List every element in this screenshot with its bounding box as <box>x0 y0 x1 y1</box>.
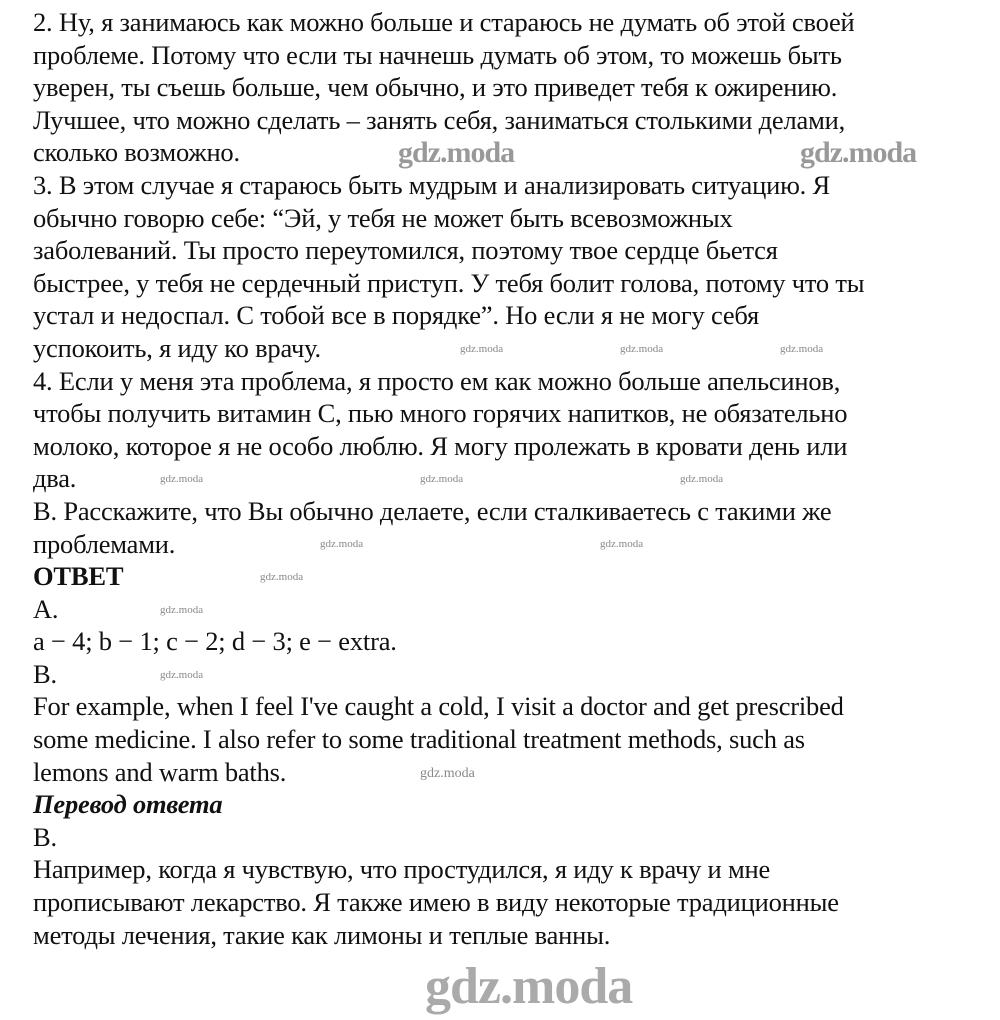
text-line: уверен, ты съешь больше, чем обычно, и это приведет тебя к ожирению. <box>33 72 838 103</box>
text-line: 2. Ну, я занимаюсь как можно больше и стараюсь не думать об этой своей <box>33 7 855 37</box>
text-line: Например, когда я чувствую, что простудился, я иду к врачу и мне <box>33 854 771 885</box>
watermark: gdz.moda <box>398 136 515 169</box>
text-line: Лучшее, что можно сделать – занять себя, заниматься столькими делами, <box>33 104 846 135</box>
text-line: A. <box>33 593 59 624</box>
text-line: обычно говорю себе: “Эй, у тебя не может быть всевозможных <box>33 202 733 233</box>
watermark: gdz.moda <box>600 538 644 550</box>
watermark: gdz.moda <box>680 473 724 485</box>
text-line: устал и недоспал. С тобой все в порядке”. Но если я не могу себя <box>33 300 760 331</box>
text-line: два. <box>33 463 77 494</box>
text-line: a − 4; b − 1; c − 2; d − 3; e − extra. <box>33 626 397 657</box>
watermark: gdz.moda <box>320 538 364 550</box>
watermark: gdz.moda <box>260 571 304 583</box>
text-line: быстрее, у тебя не сердечный приступ. У тебя болит голова, потому что ты <box>33 267 865 298</box>
answer-heading: ОТВЕТ <box>33 561 124 592</box>
text-line: 3. В этом случае я стараюсь быть мудрым и анализировать ситуацию. Я <box>33 169 830 200</box>
watermark: gdz.moda <box>420 766 475 781</box>
text-line: 4. Если у меня эта проблема, я просто ем как можно больше апельсинов, <box>33 365 841 396</box>
text-line: For example, when I feel I've caught a cold, I visit a doctor and get prescribed <box>33 691 844 722</box>
watermark: gdz.moda <box>460 343 504 355</box>
watermark: gdz.moda <box>160 604 204 616</box>
watermark: gdz.moda <box>160 473 204 485</box>
text-line: проблеме. Потому что если ты начнешь думать об этом, то можешь быть <box>33 39 842 70</box>
text-line: some medicine. I also refer to some traditional treatment methods, such as <box>33 724 805 755</box>
text-line: заболеваний. Ты просто переутомился, поэтому твое сердце бьется <box>33 235 778 266</box>
watermark: gdz.moda <box>420 473 464 485</box>
text-line: B. <box>33 821 57 852</box>
watermark: gdz.moda <box>160 669 204 681</box>
watermark: gdz.moda <box>800 136 917 169</box>
watermark: gdz.moda <box>425 958 633 1015</box>
text-line: lemons and warm baths. <box>33 756 287 787</box>
translation-heading: Перевод ответа <box>33 789 223 820</box>
text-line: B. <box>33 658 57 689</box>
text-line: чтобы получить витамин C, пью много горячих напитков, не обязательно <box>33 398 848 429</box>
text-line: B. Расскажите, что Вы обычно делаете, если сталкиваетесь с такими же <box>33 495 832 526</box>
watermark: gdz.moda <box>620 343 664 355</box>
text-line: сколько возможно. <box>33 137 240 168</box>
text-line: молоко, которое я не особо люблю. Я могу пролежать в кровати день или <box>33 430 848 461</box>
text-line: проблемами. <box>33 528 176 559</box>
watermark: gdz.moda <box>780 343 824 355</box>
text-line: прописывают лекарство. Я также имею в виду некоторые традиционные <box>33 887 839 918</box>
text-line: методы лечения, такие как лимоны и теплые ванны. <box>33 919 611 950</box>
text-line: успокоить, я иду ко врачу. <box>33 332 321 363</box>
